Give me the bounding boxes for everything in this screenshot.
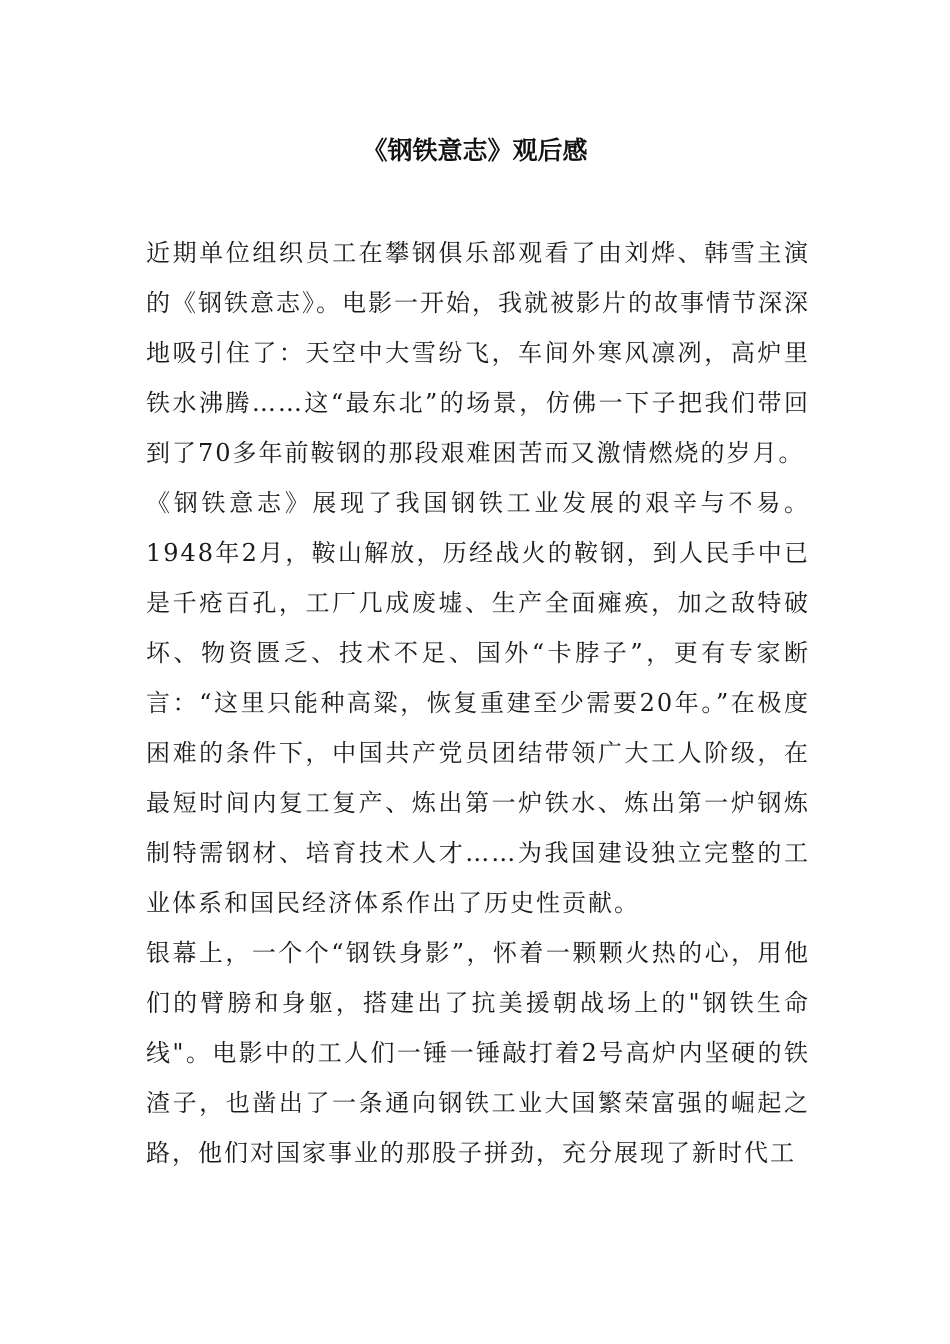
paragraph-2: 《钢铁意志》展现了我国钢铁工业发展的艰辛与不易。1948年2月，鞍山解放，历经战火的鞍钢，到人民手中已是千疮百孔，工厂几成废墟、生产全面瘫痪，加之敌特破坏、物资匮乏、技术不足、国外“卡脖子”，更有专家断言：“这里只能种高粱，恢复重建至少需要20年。”在极度困难的条件下，中国共产党员团结带领广大工人阶级，在最短时间内复工复产、炼出第一炉铁水、炼出第一炉钢炼制特需钢材、培育技术人才……为我国建设独立完整的工业体系和国民经济体系作出了历史性贡献。 — [146, 489, 810, 917]
paragraph-1: 近期单位组织员工在攀钢俱乐部观看了由刘烨、韩雪主演的《钢铁意志》。电影一开始，我就被影片的故事情节深深地吸引住了：天空中大雪纷飞，车间外寒风凛冽，高炉里铁水沸腾……这“最东北”的场景，仿佛一下子把我们带回到了70多年前鞍钢的那段艰难困苦而又激情燃烧的岁月。 — [146, 239, 810, 467]
document-body — [146, 228, 810, 1178]
document-title: 《钢铁意志》观后感 — [362, 136, 588, 165]
paragraph-3: 银幕上，一个个“钢铁身影”，怀着一颗颗火热的心，用他们的臂膀和身躯，搭建出了抗美援朝战场上的"钢铁生命线"。电影中的工人们一锤一锤敲打着2号高炉内坚硬的铁渣子，也凿出了一条通向钢铁工业大国繁荣富强的崛起之路，他们对国家事业的那股子拼劲，充分展现了新时代工 — [146, 939, 810, 1167]
